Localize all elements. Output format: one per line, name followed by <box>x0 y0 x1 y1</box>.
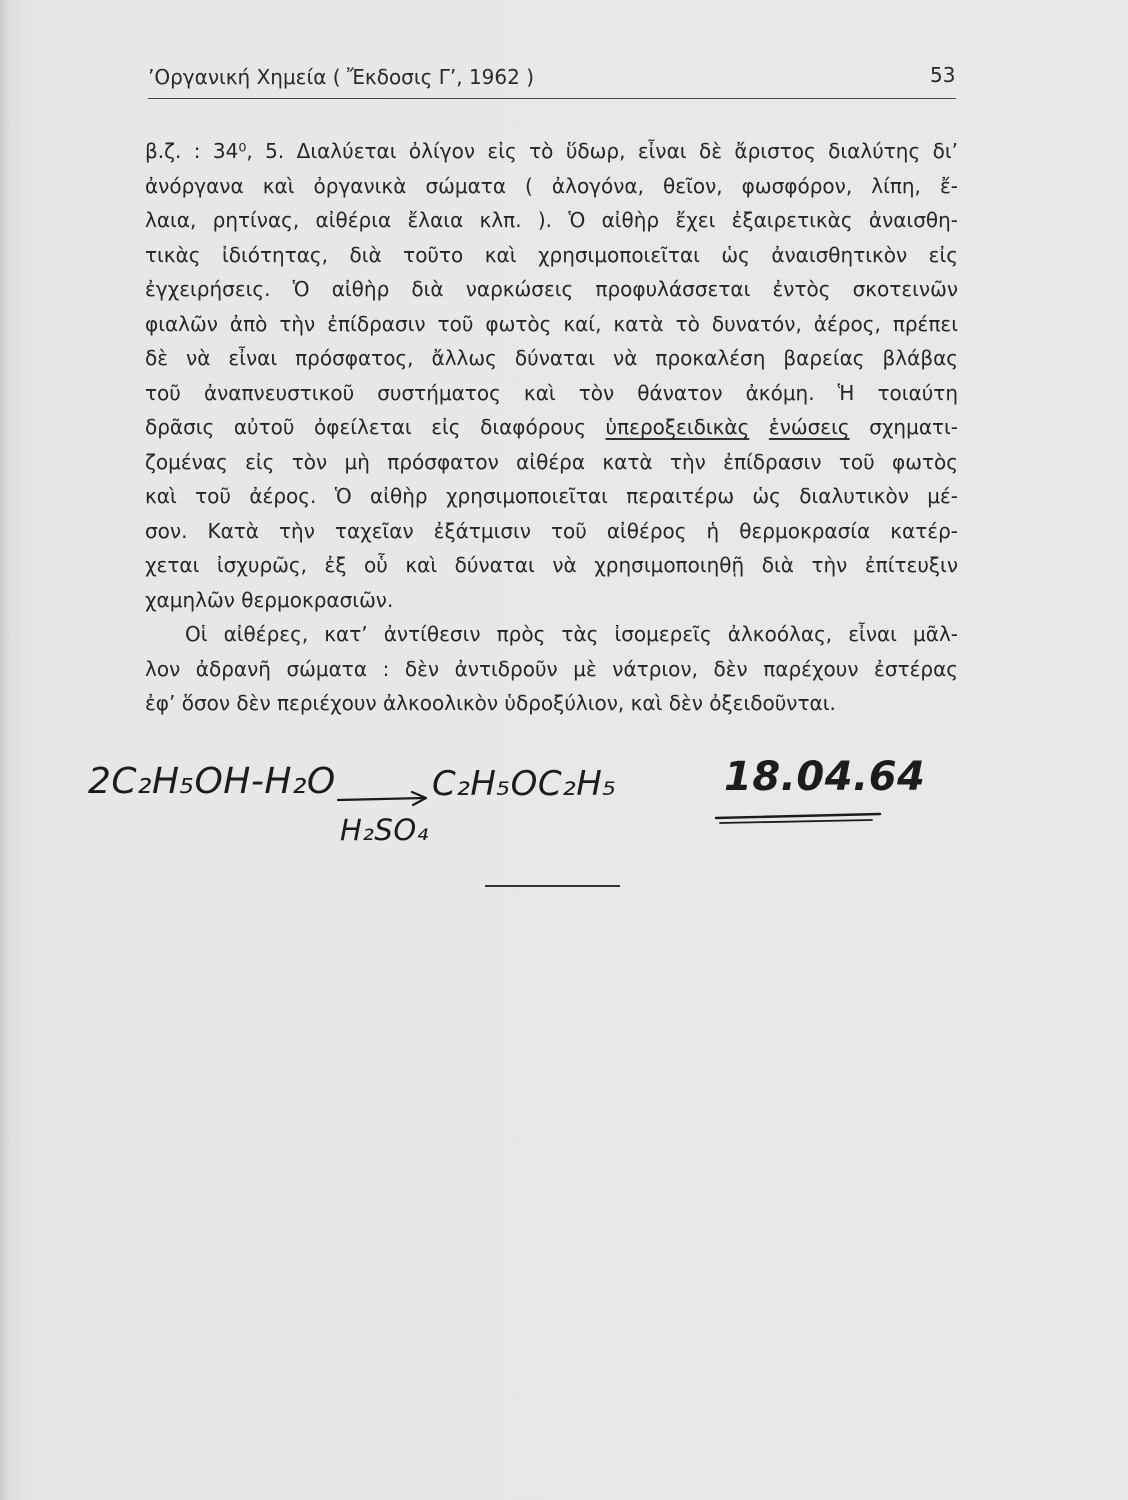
text-line: τοῦ ἀναπνευστικοῦ συστήματος καὶ τὸν θάνατον ἀκόμη. Ἡ τοιαύτη <box>145 380 958 405</box>
text-line: τικὰς ἰδιότητας, διὰ τοῦτο καὶ χρησιμοποιεῖται ὡς ἀναισθητικὸν εἰς <box>145 242 958 267</box>
text-line: χεται ἰσχυρῶς, ἐξ οὗ καὶ δύναται νὰ χρησιμοποιηθῇ διὰ τὴν ἐπίτευξιν <box>145 553 958 577</box>
text-line: λον ἀδρανῆ σώματα : δὲν ἀντιδροῦν μὲ νάτριον, δὲν παρέχουν ἐστέρας <box>145 656 958 681</box>
text-line: ἀνόργανα καὶ ὀργανικὰ σώματα ( ἀλογόνα, θεῖον, φωσφόρον, λίπη, ἔ- <box>145 173 958 198</box>
page-header-title: ’Οργανική Χημεία ( Ἔκδοσις Γ’, 1962 ) <box>148 65 534 89</box>
text-line: δὲ νὰ εἶναι πρόσφατος, ἄλλως δύναται νὰ προκαλέση βαρείας βλάβας <box>145 346 958 370</box>
section-divider <box>485 885 620 887</box>
text-line: φιαλῶν ἀπὸ τὴν ἐπίδρασιν τοῦ φωτὸς καί, κατὰ τὸ δυνατόν, ἀέρος, πρέπει <box>145 311 958 336</box>
body-text <box>145 134 958 721</box>
text-segment: σχηματι- <box>869 415 959 439</box>
text-line: ἐγχειρήσεις. Ὁ αἰθὴρ διὰ ναρκώσεις προφυλάσσεται ἐντὸς σκοτεινῶν <box>145 277 958 301</box>
header-rule <box>148 98 956 99</box>
handwritten-reaction-reactants: 2C₂H₅OH-H₂O <box>88 761 336 802</box>
handwritten-date: 18.04.64 <box>724 754 926 800</box>
text-line: σον. Κατὰ τὴν ταχεῖαν ἐξάτμισιν τοῦ αἰθέρος ἡ θερμοκρασία κατέρ- <box>145 518 958 543</box>
page-number: 53 <box>930 63 956 87</box>
paragraph-1 <box>145 134 958 617</box>
text-line: Οἱ αἰθέρες, κατ’ ἀντίθεσιν πρὸς τὰς ἰσομερεῖς ἀλκοόλας, εἶναι μᾶλ- <box>185 622 958 646</box>
text-segment: δρᾶσις αὐτοῦ ὀφείλεται εἰς διαφόρους <box>145 415 586 439</box>
text-line: β.ζ. : 34⁰, 5. Διαλύεται ὀλίγον εἰς τὸ ὕδωρ, εἶναι δὲ ἄριστος διαλύτης δι’ <box>145 139 958 163</box>
text-line: καὶ τοῦ ἀέρος. Ὁ αἰθὴρ χρησιμοποιεῖται περαιτέρω ὡς διαλυτικὸν μέ- <box>145 484 958 508</box>
text-line-with-underlines <box>145 410 958 445</box>
text-line: λαια, ρητίνας, αἰθέρια ἔλαια κλπ. ). Ὁ αἰθὴρ ἔχει ἐξαιρετικὰς ἀναισθη- <box>145 208 958 232</box>
text-line: ζομένας εἰς τὸν μὴ πρόσφατον αἰθέρα κατὰ τὴν ἐπίδρασιν τοῦ φωτὸς <box>145 449 958 474</box>
reaction-arrow <box>336 788 432 810</box>
paragraph-2 <box>145 617 958 721</box>
underlined-term: ὑπεροξειδικὰς <box>605 415 750 439</box>
underlined-term: ἑνώσεις <box>768 415 850 439</box>
handwritten-catalyst: H₂SO₄ <box>340 813 429 847</box>
date-underline <box>712 810 892 828</box>
text-line: χαμηλῶν θερμοκρασιῶν. <box>145 587 394 612</box>
handwritten-reaction-product: C₂H₅OC₂H₅ <box>432 764 617 804</box>
text-line: ἐφ’ ὅσον δὲν περιέχουν ἀλκοολικὸν ὑδροξύλιον, καὶ δὲν ὀξειδοῦνται. <box>145 691 836 715</box>
